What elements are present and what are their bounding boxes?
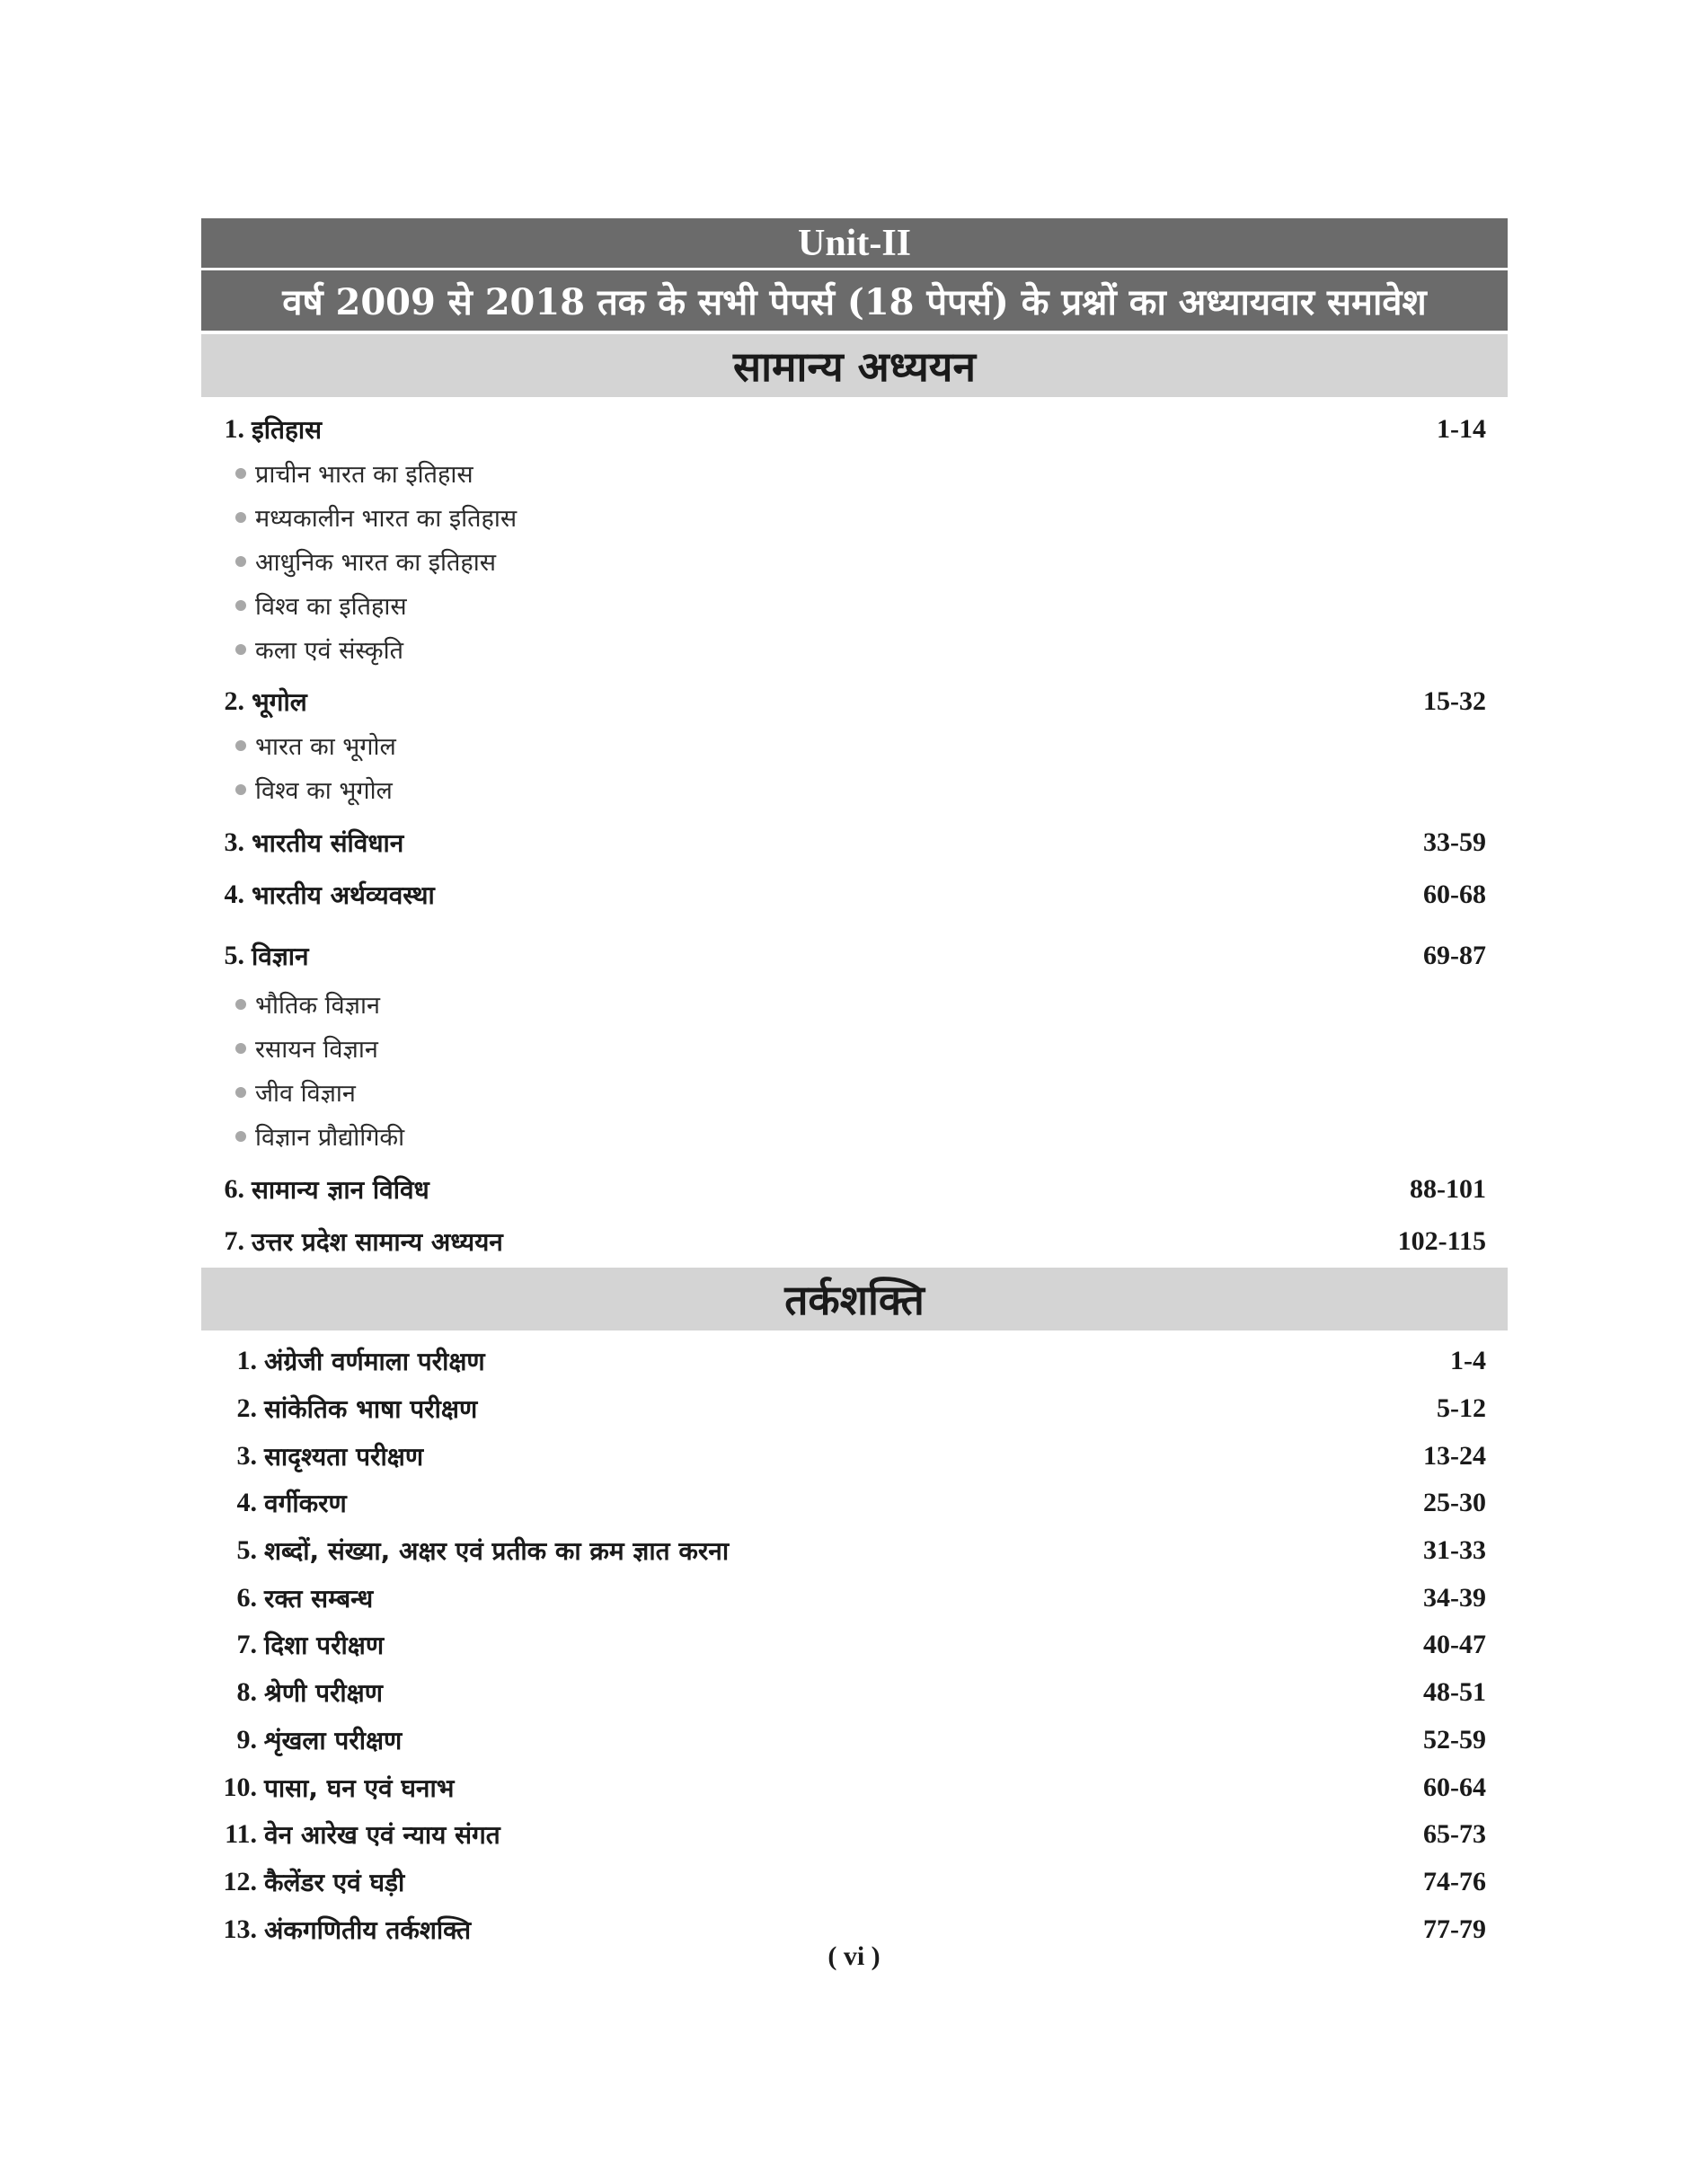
subtopic-label: विश्व का भूगोल bbox=[255, 777, 393, 805]
chapter-row bbox=[201, 1574, 1508, 1622]
subtopic-item bbox=[201, 583, 1508, 627]
bullet-icon bbox=[235, 468, 246, 479]
bullet-icon bbox=[235, 644, 246, 655]
page-number: ( vi ) bbox=[827, 1941, 881, 1971]
chapter-row bbox=[201, 930, 1508, 982]
chapter-number: 3. bbox=[224, 827, 244, 857]
chapter-title: रक्त सम्बन्ध bbox=[264, 1583, 374, 1613]
bullet-icon bbox=[235, 1087, 246, 1098]
chapter-page-range: 52-59 bbox=[1423, 1724, 1486, 1755]
chapter-row bbox=[201, 1338, 1508, 1385]
chapter-page-range: 102-115 bbox=[1397, 1226, 1486, 1256]
subtopic-label: विश्व का इतिहास bbox=[255, 593, 407, 621]
chapter-page-range: 13-24 bbox=[1423, 1440, 1486, 1471]
chapter-number: 4. bbox=[224, 880, 244, 909]
bullet-icon bbox=[235, 1131, 246, 1142]
chapter-row bbox=[201, 1669, 1508, 1717]
chapter-title: भारतीय संविधान bbox=[252, 828, 404, 858]
chapter-row bbox=[201, 1717, 1508, 1764]
chapter-row bbox=[201, 1622, 1508, 1669]
chapter-page-range: 74-76 bbox=[1423, 1866, 1486, 1896]
chapter-page-range: 25-30 bbox=[1423, 1488, 1486, 1518]
chapter-page-range: 88-101 bbox=[1410, 1174, 1486, 1204]
subtopic-item bbox=[201, 451, 1508, 495]
chapter-number: 10. bbox=[223, 1772, 257, 1802]
chapter-page-range: 69-87 bbox=[1423, 941, 1486, 970]
chapter-title: श्रेणी परीक्षण bbox=[264, 1678, 383, 1709]
chapter-title: वेन आरेख एवं न्याय संगत bbox=[264, 1820, 500, 1851]
subtopic-label: रसायन विज्ञान bbox=[255, 1036, 378, 1064]
subtopic-label: भौतिक विज्ञान bbox=[255, 992, 380, 1020]
chapter-row bbox=[201, 1480, 1508, 1527]
chapter-number: 2. bbox=[224, 686, 244, 716]
subtopic-item bbox=[201, 627, 1508, 671]
toc-page bbox=[201, 218, 1508, 1953]
bullet-icon bbox=[235, 600, 246, 611]
chapter-title: दिशा परीक्षण bbox=[264, 1631, 385, 1661]
chapter-title: सादृश्यता परीक्षण bbox=[264, 1441, 424, 1472]
chapter-title: विज्ञान bbox=[252, 941, 309, 971]
chapter-title: इतिहास bbox=[252, 415, 323, 445]
chapter-number: 1. bbox=[236, 1346, 257, 1376]
subtopic-item bbox=[201, 723, 1508, 767]
bullet-icon bbox=[235, 1043, 246, 1054]
chapter-title: पासा, घन एवं घनाभ bbox=[264, 1772, 455, 1803]
chapter-number: 1. bbox=[224, 414, 244, 444]
chapter-page-range: 15-32 bbox=[1423, 686, 1486, 716]
subtopic-item bbox=[201, 1070, 1508, 1114]
chapter-row bbox=[201, 408, 1508, 451]
chapter-page-range: 48-51 bbox=[1423, 1677, 1486, 1708]
subtopic-label: कला एवं संस्कृति bbox=[255, 637, 404, 665]
section-title: सामान्य अध्ययन bbox=[732, 342, 977, 391]
chapter-page-range: 65-73 bbox=[1423, 1819, 1486, 1850]
chapter-title: शृंखला परीक्षण bbox=[264, 1725, 403, 1755]
chapter-number: 2. bbox=[236, 1393, 257, 1424]
chapter-row bbox=[201, 1811, 1508, 1859]
reasoning-list bbox=[201, 1330, 1508, 1953]
chapter-number: 5. bbox=[236, 1535, 257, 1566]
chapter-row bbox=[201, 1764, 1508, 1811]
unit-title-band bbox=[201, 218, 1508, 268]
subtopic-label: विज्ञान प्रौद्योगिकी bbox=[255, 1124, 405, 1152]
chapter-number: 6. bbox=[224, 1174, 244, 1204]
subtopic-label: मध्यकालीन भारत का इतिहास bbox=[255, 505, 518, 533]
bullet-icon bbox=[235, 999, 246, 1010]
chapter-row bbox=[201, 817, 1508, 869]
chapter-title: वर्गीकरण bbox=[264, 1489, 347, 1519]
chapter-number: 7. bbox=[224, 1226, 244, 1256]
chapter-page-range: 40-47 bbox=[1423, 1630, 1486, 1660]
subtopic-label: प्राचीन भारत का इतिहास bbox=[255, 461, 473, 489]
chapter-title: अंकगणितीय तर्कशक्ति bbox=[264, 1914, 472, 1945]
chapter-row bbox=[201, 1859, 1508, 1906]
general-studies-list bbox=[201, 397, 1508, 1268]
bullet-icon bbox=[235, 740, 246, 751]
section-general-studies-header bbox=[201, 334, 1508, 397]
section-reasoning-header bbox=[201, 1268, 1508, 1330]
chapter-number: 4. bbox=[236, 1488, 257, 1518]
subtopic-item bbox=[201, 767, 1508, 811]
chapter-number: 9. bbox=[236, 1724, 257, 1755]
chapter-title: सामान्य ज्ञान विविध bbox=[252, 1175, 429, 1205]
chapter-title: अंग्रेजी वर्णमाला परीक्षण bbox=[264, 1347, 485, 1377]
chapter-page-range: 33-59 bbox=[1423, 827, 1486, 857]
chapter-title: भूगोल bbox=[252, 687, 307, 717]
chapter-row bbox=[201, 1527, 1508, 1575]
subtopic-label: भारत का भूगोल bbox=[255, 733, 396, 761]
chapter-row bbox=[201, 1432, 1508, 1480]
chapter-page-range: 60-64 bbox=[1423, 1772, 1486, 1802]
chapter-title: उत्तर प्रदेश सामान्य अध्ययन bbox=[252, 1227, 503, 1257]
subtopic-item bbox=[201, 982, 1508, 1026]
chapter-title: कैलेंडर एवं घड़ी bbox=[264, 1867, 405, 1897]
subtitle-band bbox=[201, 270, 1508, 331]
chapter-number: 7. bbox=[236, 1630, 257, 1660]
subtopic-item bbox=[201, 495, 1508, 539]
chapter-page-range: 31-33 bbox=[1423, 1535, 1486, 1566]
section-title: तर्कशक्ति bbox=[784, 1276, 925, 1324]
chapter-number: 8. bbox=[236, 1677, 257, 1708]
chapter-page-range: 77-79 bbox=[1423, 1914, 1486, 1944]
subtopic-label: आधुनिक भारत का इतिहास bbox=[255, 549, 497, 577]
subtitle: वर्ष 2009 से 2018 तक के सभी पेपर्स (18 पेपर्स) के प्रश्नों का अध्यायवार समावेश bbox=[282, 281, 1427, 323]
subtopic-item bbox=[201, 1026, 1508, 1070]
chapter-page-range: 34-39 bbox=[1423, 1582, 1486, 1613]
chapter-number: 11. bbox=[225, 1819, 257, 1850]
chapter-number: 13. bbox=[223, 1914, 257, 1944]
chapter-number: 6. bbox=[236, 1582, 257, 1613]
chapter-row bbox=[201, 680, 1508, 723]
chapter-page-range: 60-68 bbox=[1423, 880, 1486, 909]
chapter-page-range: 5-12 bbox=[1437, 1393, 1486, 1424]
chapter-row bbox=[201, 1385, 1508, 1433]
chapter-row bbox=[201, 1163, 1508, 1216]
chapter-row bbox=[201, 869, 1508, 921]
chapter-title: भारतीय अर्थव्यवस्था bbox=[252, 880, 435, 910]
chapter-number: 12. bbox=[223, 1866, 257, 1896]
chapter-row bbox=[201, 1216, 1508, 1268]
chapter-number: 3. bbox=[236, 1440, 257, 1471]
subtopic-item bbox=[201, 539, 1508, 583]
subtopic-item bbox=[201, 1114, 1508, 1158]
subtopic-label: जीव विज्ञान bbox=[255, 1080, 356, 1108]
chapter-title: शब्दों, संख्या, अक्षर एवं प्रतीक का क्रम ज्ञात करना bbox=[264, 1536, 730, 1567]
bullet-icon bbox=[235, 784, 246, 795]
chapter-page-range: 1-14 bbox=[1437, 414, 1486, 444]
unit-title: Unit-II bbox=[797, 222, 912, 264]
bullet-icon bbox=[235, 556, 246, 567]
chapter-page-range: 1-4 bbox=[1450, 1346, 1486, 1376]
chapter-title: सांकेतिक भाषा परीक्षण bbox=[264, 1394, 478, 1425]
bullet-icon bbox=[235, 512, 246, 523]
chapter-number: 5. bbox=[224, 941, 244, 970]
